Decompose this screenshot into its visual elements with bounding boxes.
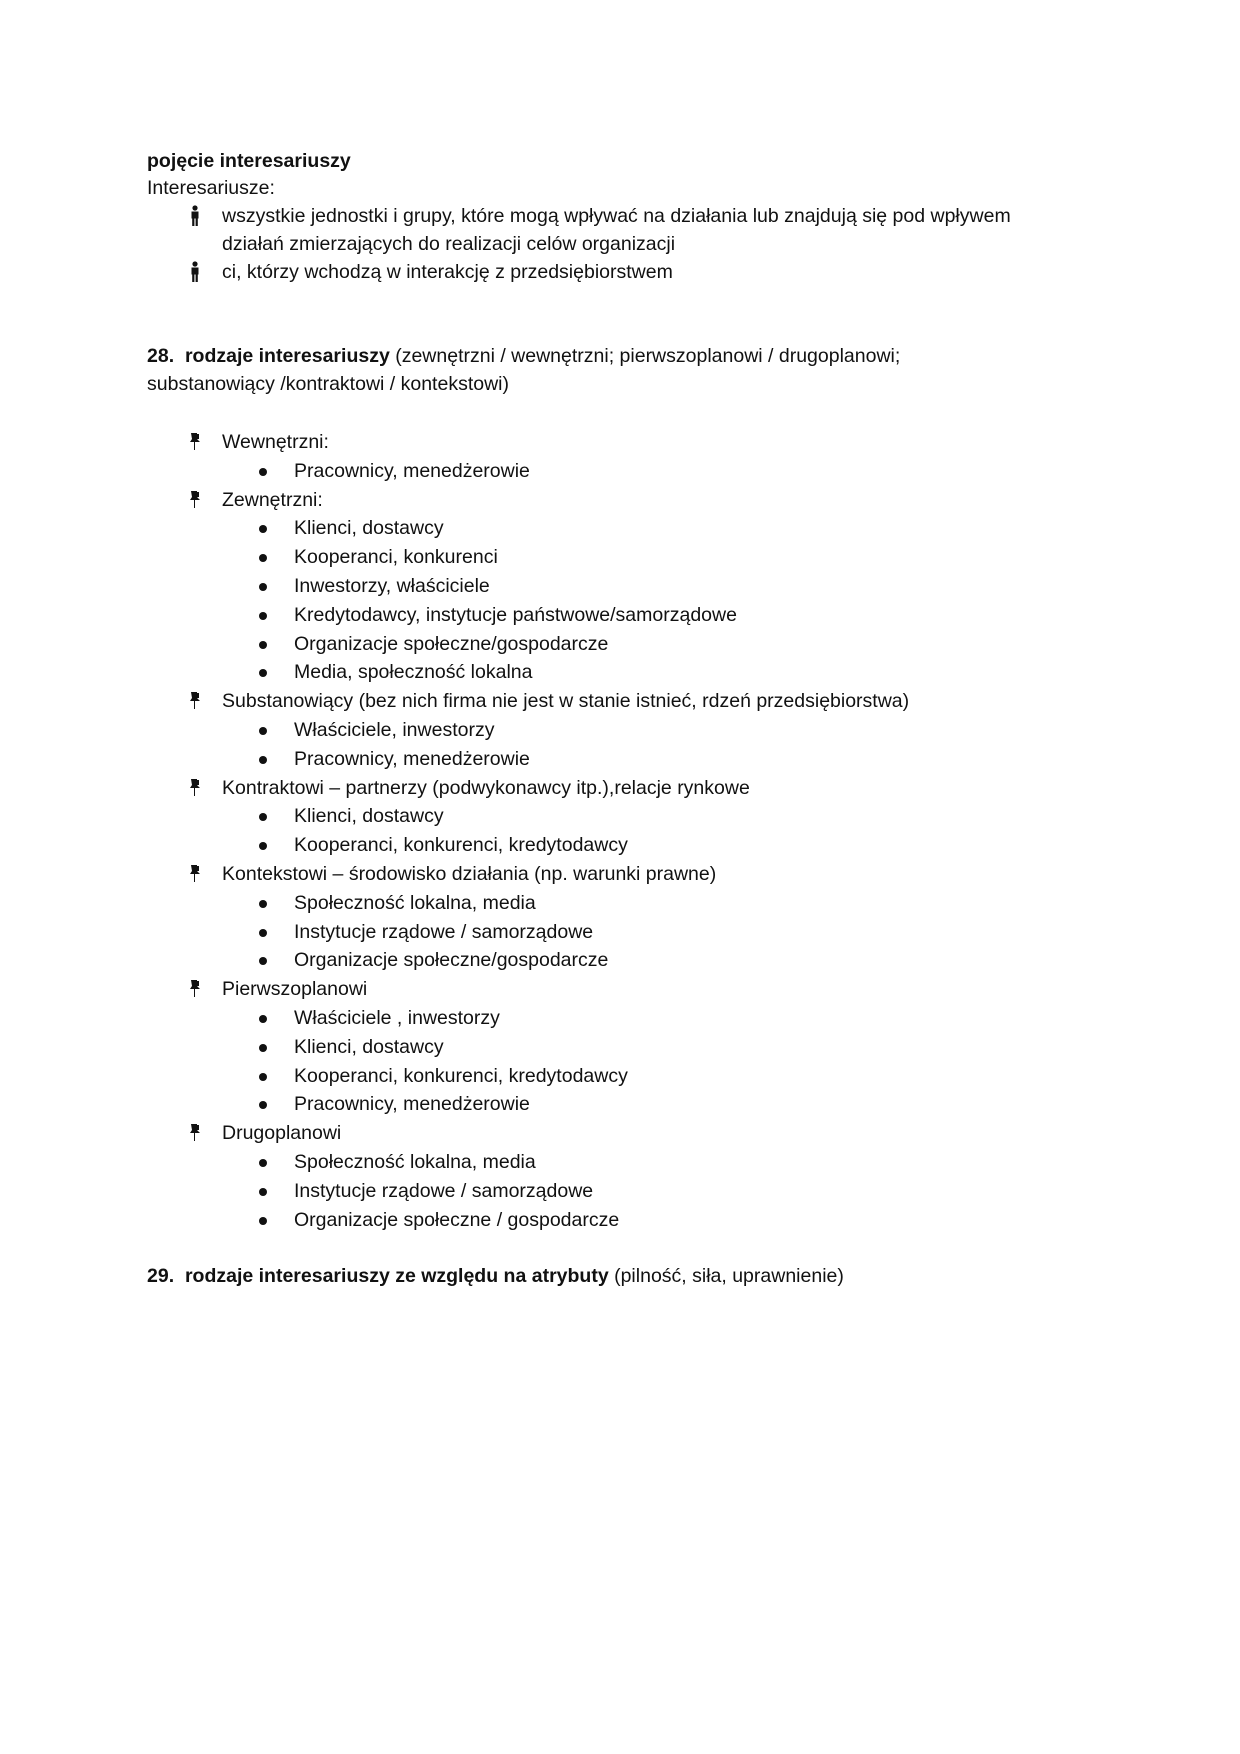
list-item: Kooperanci, konkurenci, kredytodawcy — [294, 1064, 628, 1087]
list-item: Kooperanci, konkurenci — [294, 546, 498, 569]
list-item: Organizacje społeczne / gospodarcze — [294, 1208, 620, 1231]
group-label: Kontekstowi – środowisko działania (np. warunki prawne) — [222, 863, 717, 885]
section-29-subtitle: (pilność, siła, uprawnienie) — [614, 1265, 844, 1287]
list-item: Właściciele, inwestorzy — [294, 719, 495, 741]
definition-line-2: ci, którzy wchodzą w interakcję z przedsiębiorstwem — [222, 261, 673, 283]
bullet-dot-icon — [259, 554, 267, 562]
person-icon — [188, 261, 202, 283]
section-29-heading — [147, 1263, 844, 1289]
bullet-dot-icon — [259, 641, 267, 649]
bullet-dot-icon — [259, 1044, 267, 1052]
bullet-dot-icon — [259, 525, 267, 533]
group-label: Substanowiący (bez nich firma nie jest w stanie istnieć, rdzeń przedsiębiorstwa) — [222, 690, 910, 713]
list-item: Organizacje społeczne/gospodarcze — [294, 949, 609, 972]
bullet-dot-icon — [259, 727, 267, 735]
list-item: Instytucje rządowe / samorządowe — [294, 1179, 594, 1202]
bullet-dot-icon — [259, 900, 267, 908]
bullet-dot-icon — [259, 756, 267, 764]
bullet-dot-icon — [259, 1217, 267, 1225]
group-label: Pierwszoplanowi — [222, 978, 368, 1001]
list-item: Społeczność lokalna, media — [294, 891, 536, 914]
section-28-subtitle-cont: substanowiący /kontraktowi / kontekstowi) — [147, 373, 509, 395]
list-item: Społeczność lokalna, media — [294, 1151, 536, 1173]
definition-line-1: wszystkie jednostki i grupy, które mogą wpływać na działania lub znajdują się pod wpływem — [222, 205, 1011, 227]
pushpin-icon — [188, 690, 202, 712]
bullet-dot-icon — [259, 669, 267, 677]
list-item: Media, społeczność lokalna — [294, 661, 533, 684]
section-28-title: rodzaje interesariuszy — [184, 345, 390, 367]
bullet-dot-icon — [259, 1188, 267, 1196]
bullet-dot-icon — [259, 1101, 267, 1109]
list-item: Klienci, dostawcy — [294, 805, 444, 828]
person-icon — [188, 205, 202, 227]
group-label: Kontraktowi – partnerzy (podwykonawcy itp.),relacje rynkowe — [222, 776, 750, 799]
pushpin-icon — [188, 777, 202, 799]
bullet-dot-icon — [259, 1159, 267, 1167]
bullet-dot-icon — [259, 842, 267, 850]
bullet-dot-icon — [259, 468, 267, 476]
list-item: Pracownicy, menedżerowie — [294, 459, 530, 482]
bullet-dot-icon — [259, 612, 267, 620]
group-label: Drugoplanowi — [222, 1122, 342, 1145]
list-item: Właściciele , inwestorzy — [294, 1007, 500, 1029]
list-item: Klienci, dostawcy — [294, 517, 444, 540]
list-item: Pracownicy, menedżerowie — [294, 747, 530, 770]
bullet-dot-icon — [259, 1015, 267, 1023]
pushpin-icon — [188, 431, 202, 453]
list-item: Kredytodawcy, instytucje państwowe/samorządowe — [294, 603, 737, 626]
section-28-subtitle: (zewnętrzni / wewnętrzni; pierwszoplanowi / drugoplanowi; — [395, 345, 901, 367]
list-item: Klienci, dostawcy — [294, 1035, 444, 1058]
list-item: Pracownicy, menedżerowie — [294, 1093, 530, 1116]
group-label: Wewnętrzni: — [222, 431, 329, 453]
bullet-dot-icon — [259, 583, 267, 591]
section-29-number: 29. — [147, 1265, 175, 1287]
intro-text: Interesariusze: — [147, 177, 275, 199]
list-item: Inwestorzy, właściciele — [294, 575, 490, 597]
list-item: Organizacje społeczne/gospodarcze — [294, 632, 609, 655]
section-28-heading — [147, 343, 900, 369]
bullet-dot-icon — [259, 1073, 267, 1081]
bullet-dot-icon — [259, 929, 267, 937]
section-title-interesariusze: pojęcie interesariuszy — [147, 150, 351, 172]
pushpin-icon — [188, 1122, 202, 1144]
bullet-dot-icon — [259, 957, 267, 965]
section-28-number: 28. — [147, 345, 175, 367]
list-item: Kooperanci, konkurenci, kredytodawcy — [294, 834, 628, 857]
definition-line-1-cont: działań zmierzających do realizacji celów organizacji — [222, 233, 676, 255]
pushpin-icon — [188, 863, 202, 885]
pushpin-icon — [188, 978, 202, 1000]
group-label: Zewnętrzni: — [222, 488, 323, 511]
list-item: Instytucje rządowe / samorządowe — [294, 920, 594, 943]
pushpin-icon — [188, 489, 202, 511]
bullet-dot-icon — [259, 813, 267, 821]
section-29-title: rodzaje interesariuszy ze względu na atrybuty — [184, 1265, 609, 1287]
